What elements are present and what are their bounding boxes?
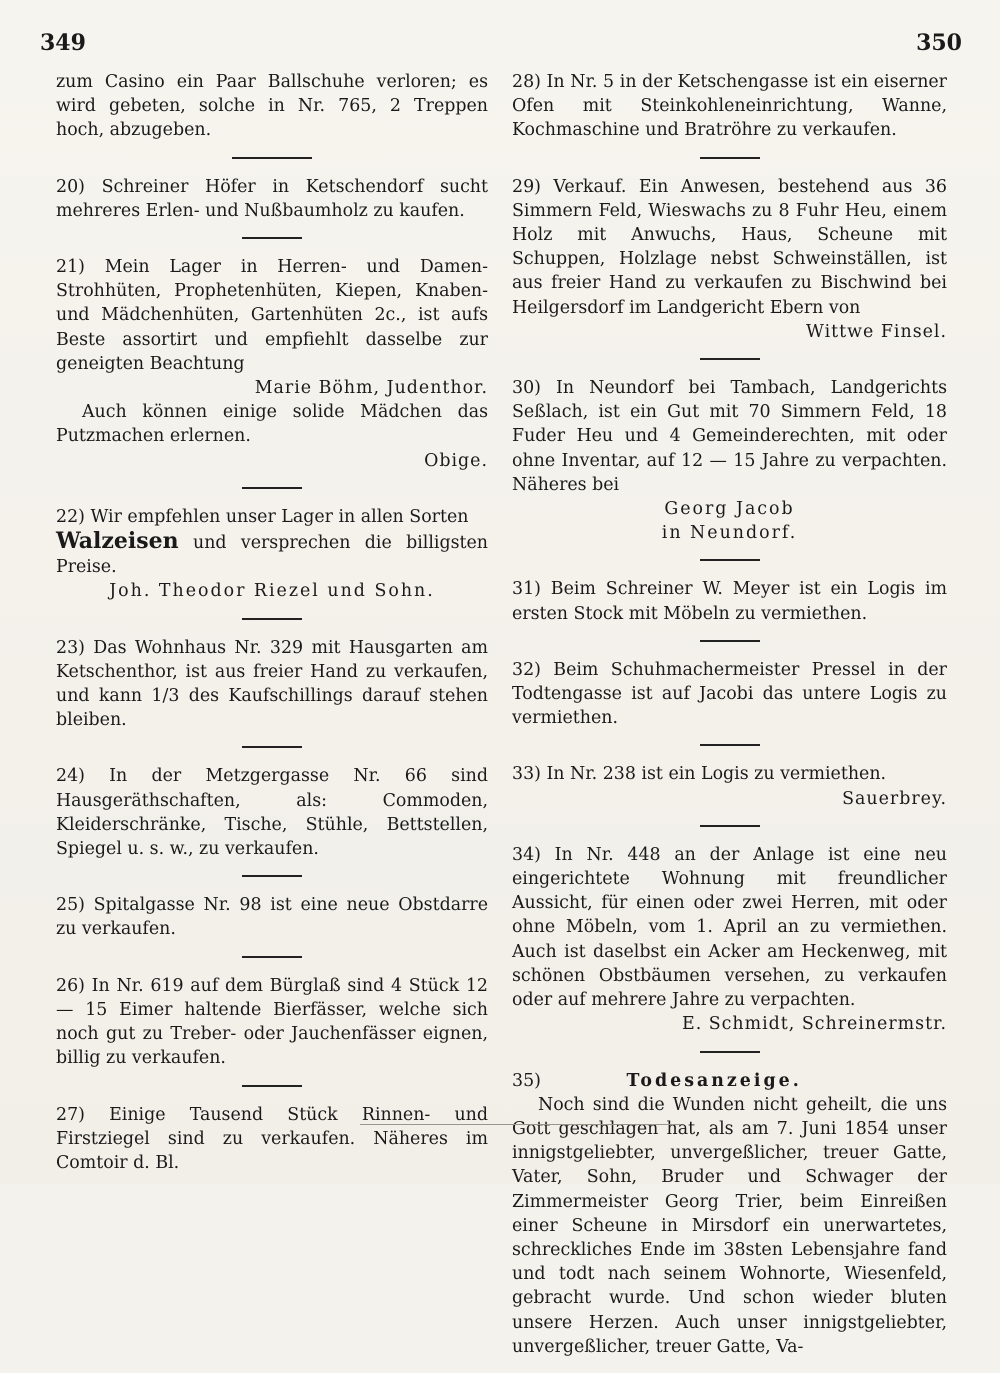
notice-text: 29) Verkauf. Ein Anwesen, bestehend aus 36 Simmern Feld, Wieswachs zu 8 Fuhr Heu, einem Holz mit Anwuchs, Haus, Scheune mit Schuppen, Holzlage nebst Schweinställen, ist aus freier Hand zu verkaufen zu Bischwind bei Heilgersdorf im Landgericht Ebern von: [512, 176, 947, 318]
divider: [700, 157, 760, 161]
notice-text: 20) Schreiner Höfer in Ketschendorf sucht mehreres Erlen- und Nußbaumholz zu kaufen.: [56, 176, 488, 221]
notice-22: [56, 505, 488, 604]
notice-26: [56, 974, 488, 1071]
notice-29: [512, 175, 947, 344]
notice-signature: Marie Böhm, Judenthor.: [254, 378, 488, 399]
notice-text: 25) Spitalgasse Nr. 98 ist eine neue Obstdarre zu verkaufen.: [56, 895, 488, 940]
divider: [700, 825, 760, 829]
notice-text: 27) Einige Tausend Stück Rinnen- und Firstziegel sind zu verkaufen. Näheres im Comtoir d. Bl.: [56, 1104, 488, 1173]
notice-text: 22) Wir empfehlen unser Lager in allen Sorten: [56, 506, 469, 527]
notice-signature: Joh. Theodor Riezel und Sohn.: [109, 581, 435, 602]
notice-text: 30) In Neundorf bei Tambach, Landgerichts Seßlach, ist ein Gut mit 70 Simmern Feld, 18 Fuder Heu und 4 Gemeinderechten, mit oder ohne Inventar, auf 12 — 15 Jahre zu verpachten. Näheres bei: [512, 378, 947, 495]
divider: [242, 1085, 302, 1089]
notice-signature: E. Schmidt, Schreinermstr.: [682, 1014, 947, 1035]
right-page-number: 350: [916, 30, 962, 56]
notice-text: und versprechen die billigsten Preise.: [56, 533, 489, 578]
notice-30: [512, 376, 947, 545]
notice-text: 23) Das Wohnhaus Nr. 329 mit Hausgarten am Ketschenthor, ist aus freier Hand zu verkaufen, und kann 1/3 des Kaufschillings darauf stehen bleiben.: [56, 637, 488, 731]
divider: [242, 875, 302, 879]
notice-24: [56, 764, 488, 861]
notice-20: [56, 175, 488, 223]
left-page-number: 349: [40, 30, 86, 56]
notice-text: 32) Beim Schuhmachermeister Pressel in der Todtengasse ist auf Jacobi das untere Logis zu vermiethen.: [512, 659, 947, 729]
page-bottom-rule: [360, 1124, 680, 1125]
divider: [242, 237, 302, 241]
divider: [232, 157, 312, 161]
notice-32: [512, 658, 947, 731]
notice-signature: in Neundorf.: [661, 523, 798, 544]
divider: [700, 358, 760, 362]
notice-34: [512, 843, 947, 1037]
left-column: [56, 70, 488, 1189]
notice-28: [512, 70, 947, 143]
notice-27: [56, 1103, 488, 1176]
right-column: [512, 70, 947, 1373]
notice-33: [512, 762, 947, 810]
notice-text: 31) Beim Schreiner W. Meyer ist ein Logis im ersten Stock mit Möbeln zu vermiethen.: [512, 579, 947, 624]
notice-text: 34) In Nr. 448 an der Anlage ist eine neu eingerichtete Wohnung mit freundlicher Aussicht, für einen oder zwei Herren, mit oder ohne Möbeln, vom 1. April an zu vermiethen. Auch ist daselbst ein Acker am Heckenweg, mit schönen Obstbäumen versehen, zu verkaufen oder auf mehrere Jahre zu verpachten.: [512, 844, 947, 1011]
notice-text: zum Casino ein Paar Ballschuhe verloren; es wird gebeten, solche in Nr. 765, 2 Treppen hoch, abzugeben.: [56, 72, 488, 141]
notice-title: Todesanzeige.: [626, 1070, 802, 1091]
notice-19-continued: [56, 70, 488, 143]
notice-text: 26) In Nr. 619 auf dem Bürglaß sind 4 Stück 12 — 15 Eimer haltende Bierfässer, welche sich noch gut zu Treber- oder Jauchenfässer eignen, billig zu verkaufen.: [56, 975, 488, 1069]
divider: [700, 559, 760, 563]
notice-21: [56, 255, 488, 473]
notice-text: Auch können einige solide Mädchen das Putzmachen erlernen.: [56, 402, 488, 447]
notice-35: [512, 1069, 947, 1359]
notice-text: Noch sind die Wunden nicht geheilt, die uns Gott geschlagen hat, als am 7. Juni 1854 unser innigstgeliebter, unvergeßlicher, treuer Gatte, Vater, Sohn, Bruder und Schwager der Zimmermeister Georg Trier, beim Einreißen einer Scheune in Mirsdorf ein unerwartetes, schreckliches Ende im 38sten Lebensjahre fand und todt nach seinem Wohnorte, Wiesenfeld, gebracht wurde. Und schon wieder bluten unsere Herzen. Auch unser innigstgeliebter, unvergeßlicher, treuer Gatte, Va-: [512, 1094, 947, 1357]
notice-31: [512, 577, 947, 625]
notice-text: 33) In Nr. 238 ist ein Logis zu vermiethen.: [512, 764, 887, 785]
notice-signature: Georg Jacob: [664, 499, 795, 520]
divider: [242, 487, 302, 491]
notice-25: [56, 893, 488, 941]
notice-number: 35): [512, 1070, 541, 1091]
notice-text: 24) In der Metzgergasse Nr. 66 sind Hausgeräthschaften, als: Commoden, Kleiderschränke, Tische, Stühle, Bettstellen, Spiegel u. s. w., zu verkaufen.: [56, 766, 488, 860]
divider: [242, 618, 302, 622]
notice-signature: Obige.: [424, 450, 488, 471]
notice-signature: Wittwe Finsel.: [806, 321, 947, 342]
notice-highlight: Walzeisen: [56, 528, 179, 555]
divider: [700, 640, 760, 644]
notice-signature: Sauerbrey.: [842, 788, 947, 809]
divider: [700, 744, 760, 748]
notice-text: 21) Mein Lager in Herren- und Damen-Strohhüten, Prophetenhüten, Kiepen, Knaben- und Mädchenhüten, Gartenhüten 2c., ist aufs Beste assortirt und empfiehlt dasselbe zur geneigten Beachtung: [56, 257, 488, 374]
notice-text: 28) In Nr. 5 in der Ketschengasse ist ein eiserner Ofen mit Steinkohleneinrichtung, Wanne, Kochmaschine und Bratröhre zu verkaufen.: [512, 72, 947, 141]
divider: [242, 956, 302, 960]
divider: [700, 1051, 760, 1055]
divider: [242, 746, 302, 750]
notice-23: [56, 636, 488, 733]
